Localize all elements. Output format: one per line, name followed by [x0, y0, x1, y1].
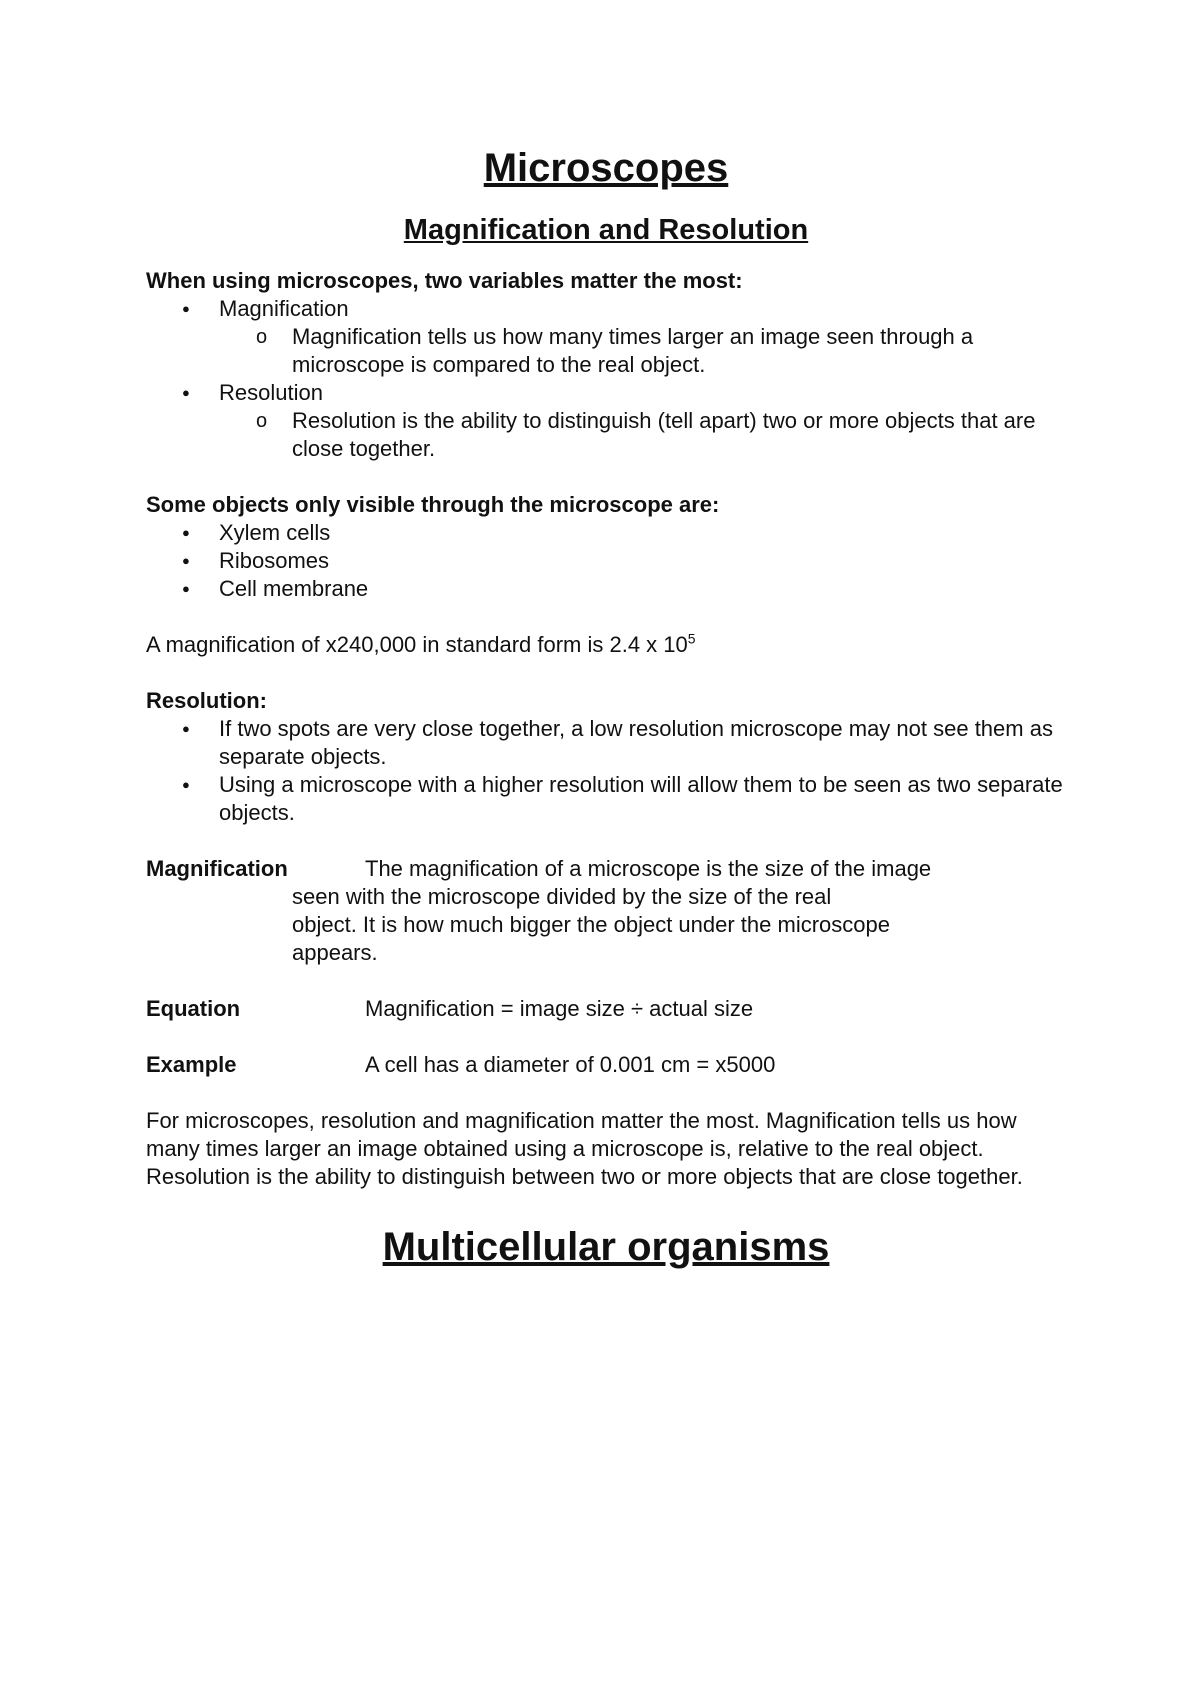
example-row — [146, 1051, 1066, 1079]
list-item: ● Using a microscope with a higher resolution will allow them to be seen as two separate objects. — [146, 771, 1066, 827]
standard-form-text: A magnification of x240,000 in standard form is 2.4 x 10 — [146, 632, 688, 657]
variables-list — [146, 295, 1066, 463]
sub-list — [219, 407, 1066, 463]
equation-term: Equation — [146, 996, 241, 1021]
equation-row — [146, 995, 1066, 1023]
example-text: A cell has a diameter of 0.001 cm = x5000 — [365, 1052, 776, 1077]
document-content — [146, 144, 1066, 1271]
variable-label: Magnification — [219, 296, 349, 321]
definition-text: seen with the microscope divided by the size of the real — [292, 884, 832, 909]
standard-form-exponent: 5 — [687, 630, 696, 647]
list-item: ● Cell membrane — [146, 575, 1066, 603]
magnification-definition — [146, 855, 1066, 967]
list-item: ● If two spots are very close together, a low resolution microscope may not see them as separate objects. — [146, 715, 1066, 771]
intro-heading: When using microscopes, two variables matter the most: — [146, 268, 743, 293]
summary-paragraph: For microscopes, resolution and magnification matter the most. Magnification tells us how many times larger an image obtained using a microscope is, relative to the real object. Resolution is the ability to distinguish between two or more objects that are close together. — [146, 1108, 1023, 1189]
sub-list — [219, 323, 1066, 379]
equation-text: Magnification = image size ÷ actual size — [365, 996, 754, 1021]
list-item — [146, 295, 1066, 379]
objects-heading: Some objects only visible through the microscope are: — [146, 492, 720, 517]
definition-text: The magnification of a microscope is the size of the image — [365, 856, 932, 881]
page-title: Microscopes — [483, 146, 729, 190]
definition-text: object. It is how much bigger the object under the microscope — [292, 912, 890, 937]
list-item: ● Xylem cells — [146, 519, 1066, 547]
definition-term: Magnification — [146, 856, 288, 881]
section-subtitle: Magnification and Resolution — [403, 214, 809, 246]
sub-list-item: o Magnification tells us how many times larger an image seen through a microscope is compared to the real object. — [219, 323, 1066, 379]
sub-list-item: o Resolution is the ability to distinguish (tell apart) two or more objects that are close together. — [219, 407, 1066, 463]
resolution-list — [146, 715, 1066, 827]
variable-label: Resolution — [219, 380, 323, 405]
definition-text: appears. — [292, 940, 378, 965]
next-section-title: Multicellular organisms — [382, 1225, 830, 1269]
list-item — [146, 379, 1066, 463]
resolution-heading: Resolution: — [146, 688, 267, 713]
standard-form-line — [146, 631, 1066, 659]
example-term: Example — [146, 1052, 237, 1077]
objects-list — [146, 519, 1066, 603]
list-item: ● Ribosomes — [146, 547, 1066, 575]
